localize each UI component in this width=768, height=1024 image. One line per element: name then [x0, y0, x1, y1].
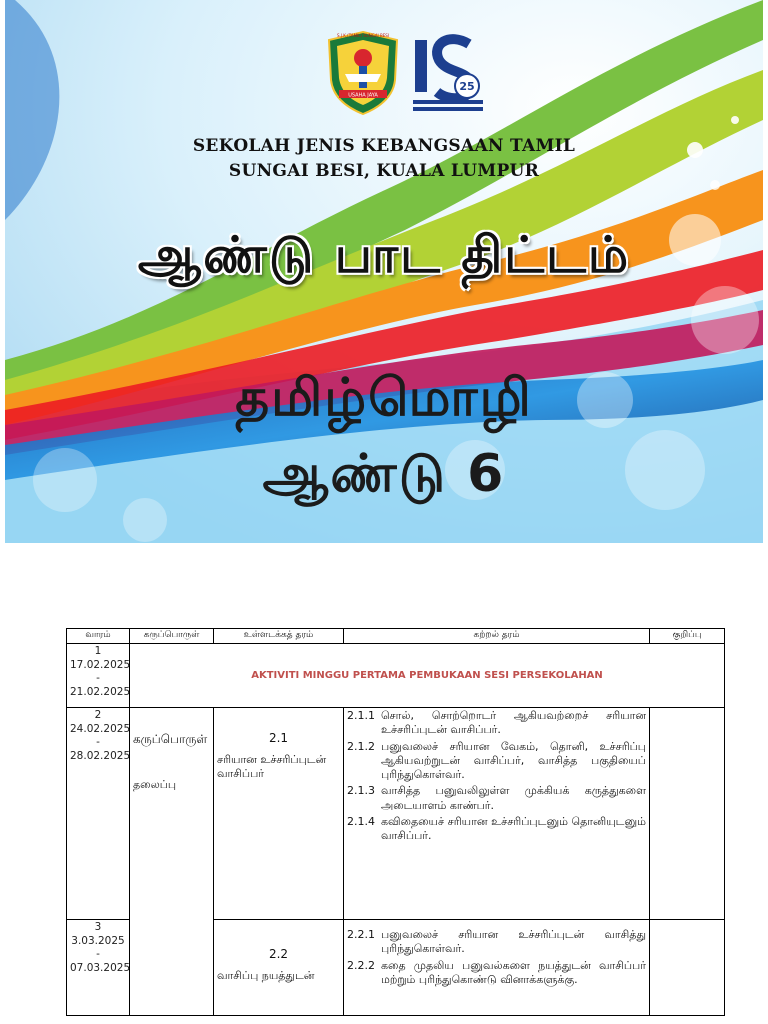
content-standard-cell — [214, 708, 344, 920]
learning-standard-cell — [344, 920, 650, 1016]
header-notes: குறிப்பு — [650, 629, 725, 644]
learning-standard-cell — [344, 708, 650, 920]
content-standard-title: வாசிப்பு நயத்துடன் — [217, 968, 315, 982]
notes-cell — [650, 920, 725, 1016]
content-standard-number: 2.1 — [268, 731, 289, 745]
header-theme: கருப்பொருள் — [130, 629, 214, 644]
cover-banner — [5, 0, 763, 543]
school-name-line1: SEKOLAH JENIS KEBANGSAAN TAMIL — [192, 136, 576, 156]
learning-standard-item: 2.2.2 கதை முதலிய பனுவல்களை நயத்துடன் வாசிப்பர் மற்றும் புரிந்துகொண்டு வினாக்களுக்கு. — [347, 958, 646, 986]
theme-cell — [130, 708, 214, 1016]
notes-cell — [650, 708, 725, 920]
table-row — [67, 644, 725, 708]
crest-top-text: S.J.K.(TAMIL) SUNGAI BESI — [336, 33, 390, 38]
learning-standard-item: 2.1.2 பனுவலைச் சரியான வேகம், தொனி, உச்சரிப்பு ஆகியவற்றுடன் வாசிப்பர், வாசித்த பகுதியைப் புரிந்துகொள்வர். — [347, 739, 646, 782]
subject-year: ஆண்டு 6 — [262, 444, 506, 504]
week-cell: 2 24.02.2025 - 28.02.2025 — [67, 708, 130, 920]
header-content-standard: உள்ளடக்கத் தரம் — [214, 629, 344, 644]
content-standard-cell — [214, 920, 344, 1016]
learning-standard-item: 2.1.3 வாசித்த பனுவலிலுள்ள முக்கியக் கருத்துகளை அடையாளம் காண்பர். — [347, 784, 646, 812]
subject-title: தமிழ்மொழி — [235, 368, 533, 428]
crest-motto: USAHA JAYA — [348, 92, 378, 99]
first-week-activity: AKTIVITI MINGGU PERTAMA PEMBUKAAN SESI PERSEKOLAHAN — [130, 644, 725, 708]
annual-plan-title: ஆண்டு பாட திட்டம் — [137, 226, 631, 284]
topic-label: தலைப்பு — [133, 777, 177, 791]
cert-number: 25 — [459, 80, 475, 93]
learning-standard-item: 2.1.4 கவிதையைச் சரியான உச்சரிப்புடனும் தொனியுடனும் வாசிப்பர். — [347, 815, 646, 843]
header-week: வாரம் — [67, 629, 130, 644]
header-learning-standard: கற்றல் தரம் — [344, 629, 650, 644]
learning-standard-item: 2.2.1 பனுவலைச் சரியான உச்சரிப்புடன் வாசித்து புரிந்துகொள்வர். — [347, 928, 646, 956]
week-cell: 3 3.03.2025 - 07.03.2025 — [67, 920, 130, 1016]
school-crest-logo — [323, 28, 403, 116]
theme-label: கருப்பொருள் — [133, 732, 208, 746]
week-cell: 1 17.02.2025 - 21.02.2025 — [67, 644, 130, 708]
certification-logo — [409, 30, 487, 116]
content-standard-title: சரியான உச்சரிப்புடன் வாசிப்பர் — [217, 752, 327, 780]
table-row — [67, 708, 725, 920]
content-standard-number: 2.2 — [268, 947, 289, 961]
table-header-row — [67, 629, 725, 644]
school-name-line2: SUNGAI BESI, KUALA LUMPUR — [228, 161, 540, 181]
learning-standard-item: 2.1.1 சொல், சொற்றொடர் ஆகியவற்றைச் சரியான உச்சரிப்புடன் வாசிப்பர். — [347, 709, 646, 737]
logo-group — [323, 24, 493, 120]
lesson-plan-table — [66, 628, 725, 1016]
